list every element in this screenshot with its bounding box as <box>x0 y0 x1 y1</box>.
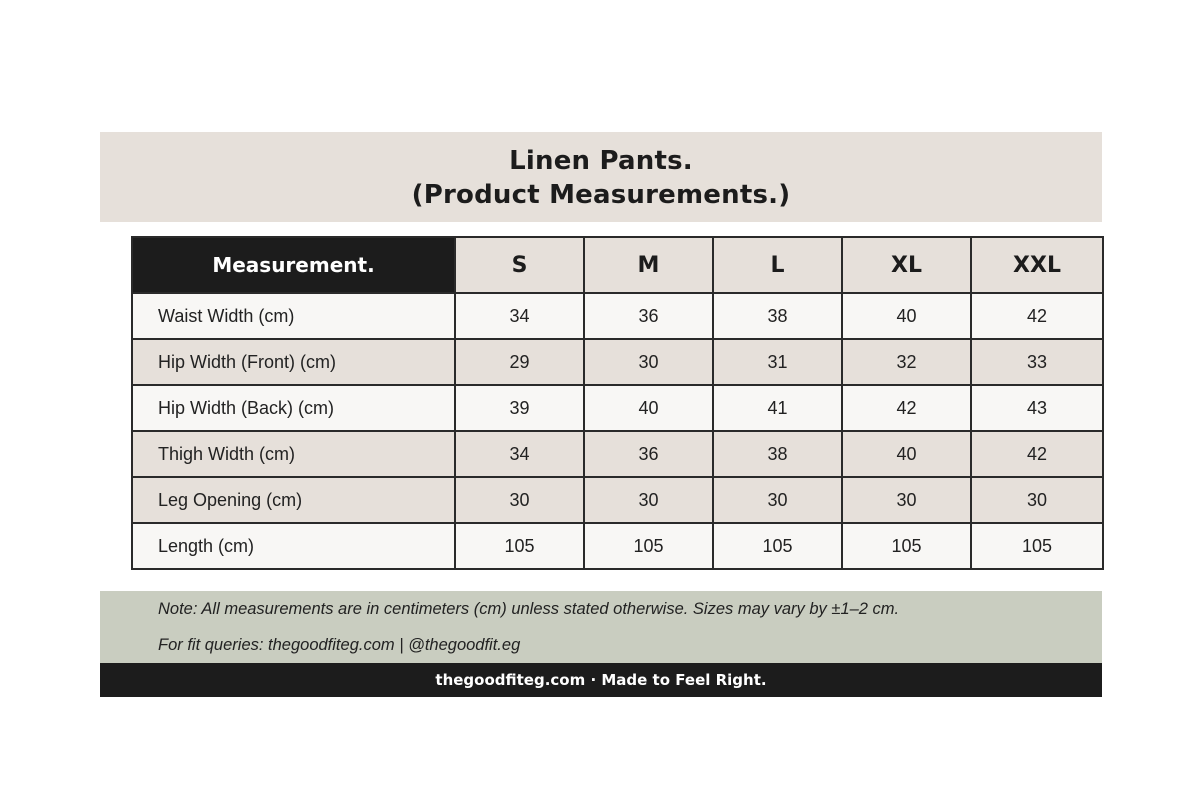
table-cell: 38 <box>713 431 842 477</box>
table-cell: 40 <box>842 293 971 339</box>
table-row <box>132 339 1103 385</box>
table-cell: 105 <box>713 523 842 569</box>
footer-band <box>100 663 1102 697</box>
table-cell: 36 <box>584 431 713 477</box>
table-cell: 40 <box>842 431 971 477</box>
table-cell: 105 <box>842 523 971 569</box>
table-cell: 43 <box>971 385 1103 431</box>
size-chart-table <box>131 236 1104 570</box>
row-label: Length (cm) <box>132 523 455 569</box>
table-cell: 30 <box>584 477 713 523</box>
row-label: Hip Width (Back) (cm) <box>132 385 455 431</box>
header-size-l: L <box>713 237 842 293</box>
row-label: Thigh Width (cm) <box>132 431 455 477</box>
row-label: Leg Opening (cm) <box>132 477 455 523</box>
header-size-m: M <box>584 237 713 293</box>
table-cell: 105 <box>455 523 584 569</box>
header-size-s: S <box>455 237 584 293</box>
table-header-row <box>132 237 1103 293</box>
table-cell: 38 <box>713 293 842 339</box>
table-cell: 33 <box>971 339 1103 385</box>
table-cell: 30 <box>971 477 1103 523</box>
table-cell: 34 <box>455 293 584 339</box>
fit-queries-note: For fit queries: thegoodfiteg.com | @thegoodfit.eg <box>158 636 521 654</box>
footer-text: thegoodfiteg.com · Made to Feel Right. <box>435 671 767 689</box>
table-cell: 40 <box>584 385 713 431</box>
table-cell: 29 <box>455 339 584 385</box>
table-cell: 42 <box>971 293 1103 339</box>
table-cell: 30 <box>713 477 842 523</box>
page-subtitle: (Product Measurements.) <box>411 180 791 210</box>
table-cell: 42 <box>842 385 971 431</box>
table-cell: 30 <box>842 477 971 523</box>
table-cell: 41 <box>713 385 842 431</box>
table-row <box>132 385 1103 431</box>
row-label: Waist Width (cm) <box>132 293 455 339</box>
table-cell: 30 <box>584 339 713 385</box>
table-cell: 31 <box>713 339 842 385</box>
measurement-note: Note: All measurements are in centimeters (cm) unless stated otherwise. Sizes may vary by ±1–2 cm. <box>158 600 900 618</box>
header-size-xl: XL <box>842 237 971 293</box>
table-row <box>132 477 1103 523</box>
table-row <box>132 293 1103 339</box>
table-cell: 105 <box>971 523 1103 569</box>
table-cell: 105 <box>584 523 713 569</box>
row-label: Hip Width (Front) (cm) <box>132 339 455 385</box>
table-row <box>132 523 1103 569</box>
table-cell: 32 <box>842 339 971 385</box>
table-cell: 39 <box>455 385 584 431</box>
table-cell: 30 <box>455 477 584 523</box>
table-cell: 34 <box>455 431 584 477</box>
note-band <box>100 591 1102 663</box>
page-title: Linen Pants. <box>509 146 693 176</box>
table-cell: 36 <box>584 293 713 339</box>
title-band <box>100 132 1102 222</box>
table-cell: 42 <box>971 431 1103 477</box>
header-size-xxl: XXL <box>971 237 1103 293</box>
table-row <box>132 431 1103 477</box>
header-measurement: Measurement. <box>132 237 455 293</box>
